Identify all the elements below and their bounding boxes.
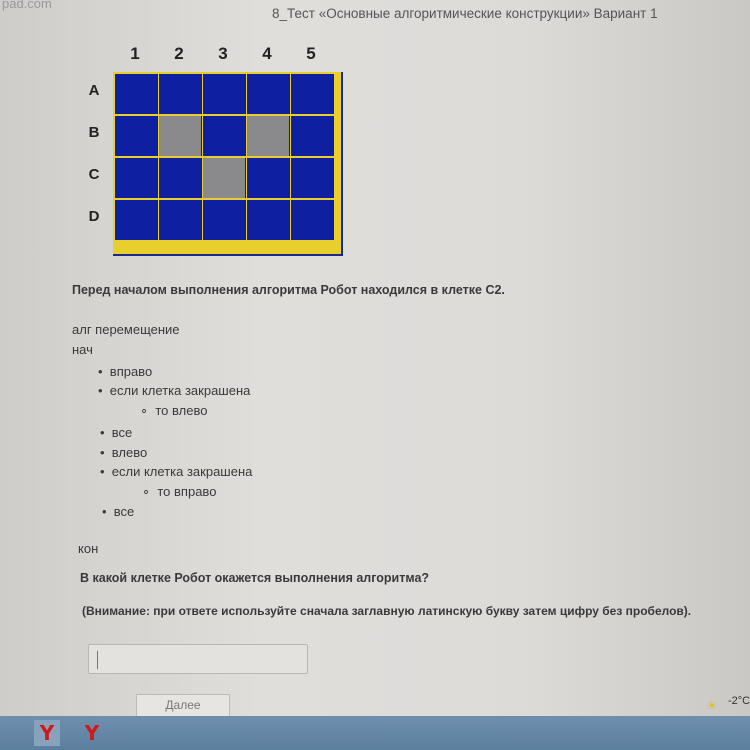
yandex-browser-icon[interactable]: Y [34,720,60,746]
grid-cell-d4 [247,200,290,240]
code-line: • если клетка закрашена [98,383,251,398]
code-line: • все [100,425,133,440]
algorithm-header: алг перемещение [72,322,180,337]
code-line: • влево [100,445,148,460]
algorithm-intro: Перед началом выполнения алгоритма Робот находился в клетке С2. [72,283,505,297]
code-line: • все [102,504,135,519]
grid-cell-b5 [291,116,334,156]
temperature: -2°C [728,695,750,707]
algorithm-begin: нач [72,342,93,357]
grid-cell-d5 [291,200,334,240]
column-label: 4 [262,44,272,63]
column-label: 3 [218,44,228,63]
grid-cell-c2 [159,158,202,198]
answer-note: (Внимание: при ответе используйте сначала заглавную латинскую букву затем цифру без пробелов). [82,604,692,618]
text-caret [97,651,98,669]
grid-board [113,72,343,256]
column-label: 1 [130,44,140,63]
code-line: • вправо [98,364,153,379]
row-label: D [88,208,100,225]
code-line: • если клетка закрашена [100,464,253,479]
code-line: ∘ то вправо [142,484,217,499]
row-label: A [88,82,100,99]
next-button[interactable]: Далее [136,694,230,717]
grid-cell-d3 [203,200,246,240]
column-label: 5 [306,44,316,63]
row-label: C [88,166,100,183]
weather-icon[interactable]: ☀ [706,698,718,713]
column-label: 2 [174,44,184,63]
grid-cell-a1 [115,74,158,114]
grid-cell-a5 [291,74,334,114]
grid-cell-c3 [203,158,246,198]
code-line: ∘ то влево [140,403,208,418]
taskbar [0,716,750,750]
grid-cell-d1 [115,200,158,240]
site-tag: pad.com [2,0,52,11]
grid-cell-b1 [115,116,158,156]
question-prompt: В какой клетке Робот окажется выполнения алгоритма? [80,571,430,585]
grid-cell-c4 [247,158,290,198]
grid-cell-d2 [159,200,202,240]
grid-cell-b3 [203,116,246,156]
grid-cell-a4 [247,74,290,114]
yandex-browser-icon[interactable]: Y [84,721,100,745]
algorithm-end: кон [78,541,99,556]
grid-cell-b2 [159,116,202,156]
grid-cell-c5 [291,158,334,198]
grid-cell-c1 [115,158,158,198]
row-label: B [88,124,100,141]
page-title: 8_Тест «Основные алгоритмические конструкции» Вариант 1 [272,6,658,21]
grid-cell-a3 [203,74,246,114]
answer-input[interactable] [88,644,308,674]
grid-cell-a2 [159,74,202,114]
grid-cell-b4 [247,116,290,156]
